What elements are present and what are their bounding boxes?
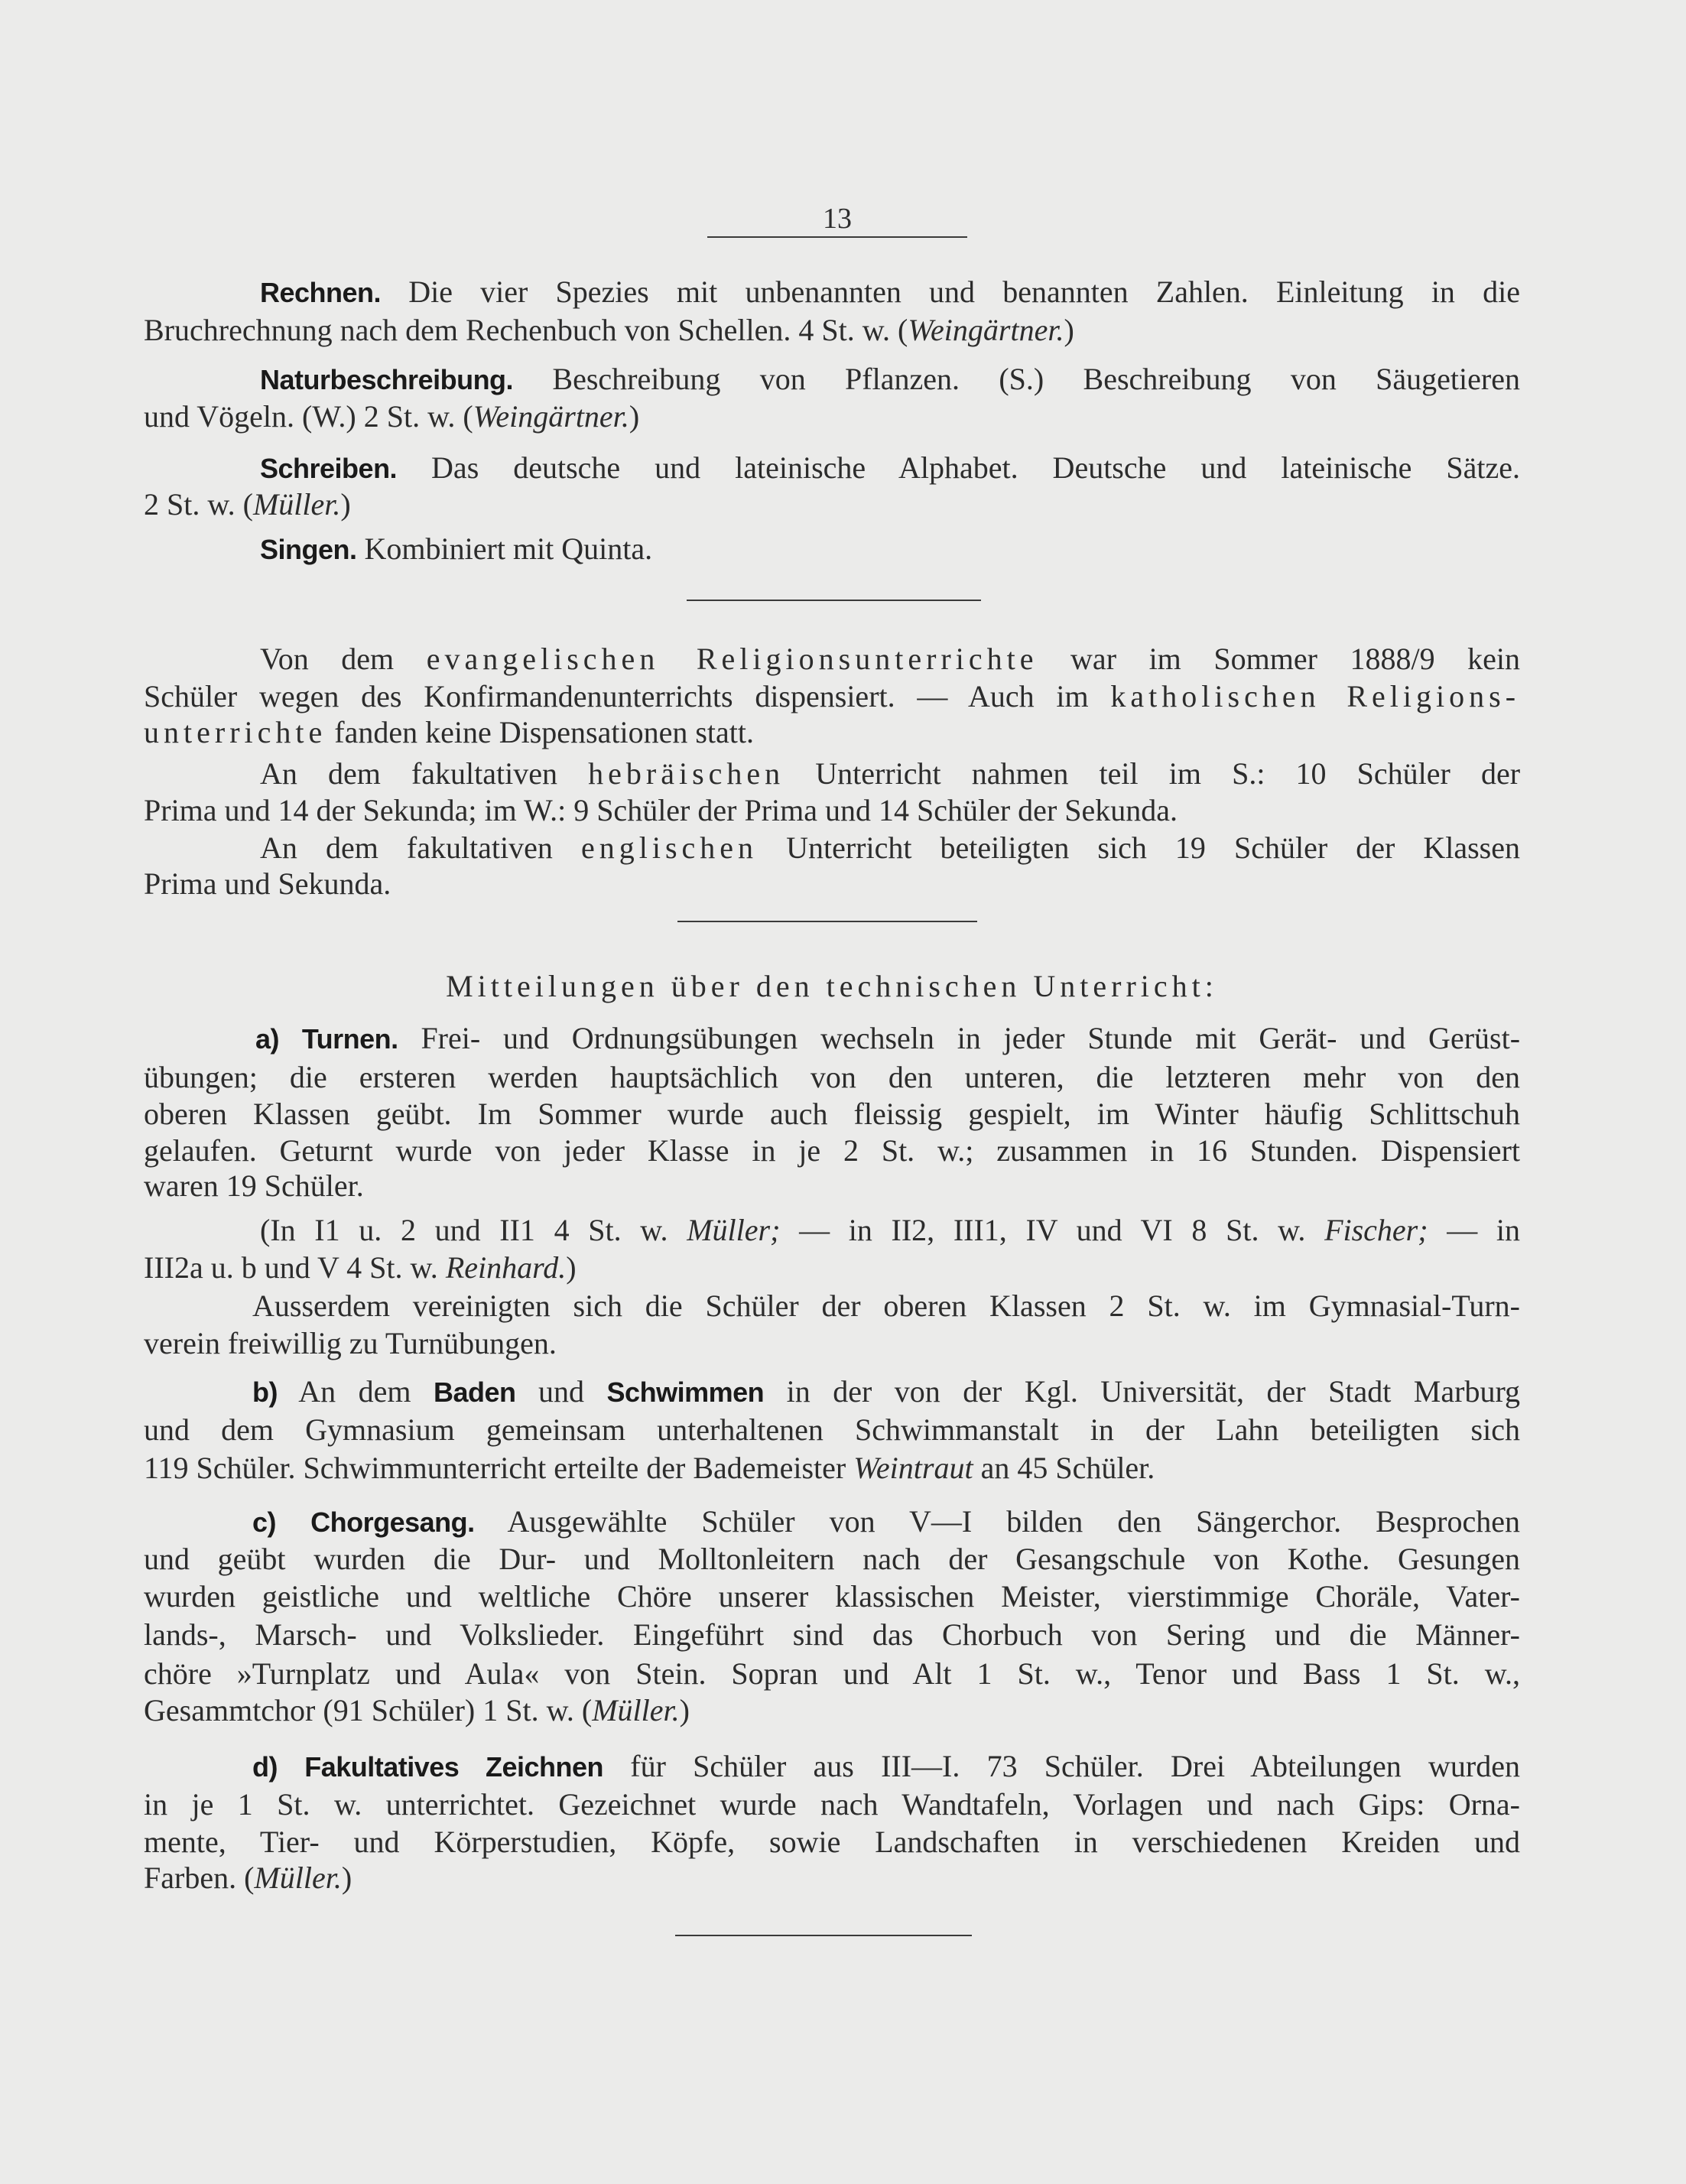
text-line: und Vögeln. (W.) 2 St. w. (Weingärtner.) (144, 399, 640, 434)
text-line: (In I1 u. 2 und II1 4 St. w. Müller; — in II2, III1, IV und VI 8 St. w. Fischer; — in (260, 1213, 1521, 1247)
divider (675, 1935, 972, 1936)
text-line: verein freiwillig zu Turnübungen. (144, 1326, 557, 1360)
text-line: Gesammtchor (91 Schüler) 1 St. w. (Müller.) (144, 1693, 690, 1727)
text-line: c) Chorgesang. Ausgewählte Schüler von V—I bilden den Sängerchor. Besprochen (252, 1504, 1521, 1539)
text-line: An dem fakultativen hebräischen Unterricht nahmen teil im S.: 10 Schüler der (260, 756, 1521, 791)
text-line: Naturbeschreibung. Beschreibung von Pflanzen. (S.) Beschreibung von Säugetieren (260, 362, 1520, 396)
text-line: in je 1 St. w. unterrichtet. Gezeichnet wurde nach Wandtafeln, Vorlagen und nach Gips: Orna- (144, 1787, 1520, 1822)
text-line: Farben. (Müller.) (144, 1861, 352, 1895)
heading-naturbeschreibung: Naturbeschreibung. (260, 364, 514, 395)
text-line: Prima und 14 der Sekunda; im W.: 9 Schüler der Prima und 14 Schüler der Sekunda. (144, 793, 1178, 827)
heading-schreiben: Schreiben. (260, 453, 398, 484)
text-line: gelaufen. Geturnt wurde von jeder Klasse in je 2 St. w.; zusammen in 16 Stunden. Dispensiert (144, 1133, 1520, 1168)
text-line: Singen. Kombiniert mit Quinta. (260, 531, 653, 566)
text-line: b) An dem Baden und Schwimmen in der von der Kgl. Universität, der Stadt Marburg (252, 1374, 1521, 1409)
text-line: wurden geistliche und weltliche Chöre unserer klassischen Meister, vierstimmige Choräle, Vater- (144, 1579, 1520, 1614)
divider (677, 921, 977, 922)
divider (687, 600, 981, 601)
text-line: und geübt wurden die Dur- und Molltonleitern nach der Gesangschule von Kothe. Gesungen (144, 1542, 1520, 1576)
text-line: lands-, Marsch- und Volkslieder. Eingeführt sind das Chorbuch von Sering und die Männer- (144, 1617, 1520, 1652)
text-line: An dem fakultativen englischen Unterricht beteiligten sich 19 Schüler der Klassen (260, 830, 1521, 865)
page-number: 13 (707, 201, 967, 238)
text-line: III2a u. b und V 4 St. w. Reinhard.) (144, 1250, 577, 1285)
text-line: Bruchrechnung nach dem Rechenbuch von Schellen. 4 St. w. (Weingärtner.) (144, 313, 1074, 347)
text-line: unterrichte fanden keine Dispensationen statt. (144, 715, 754, 749)
text-line: 2 St. w. (Müller.) (144, 487, 351, 522)
section-heading: Mitteilungen über den technischen Unterricht: (446, 969, 1218, 1003)
text-line: Von dem evangelischen Religionsunterrichte war im Sommer 1888/9 kein (260, 642, 1521, 676)
text-line: Schreiben. Das deutsche und lateinische Alphabet. Deutsche und lateinische Sätze. (260, 450, 1520, 485)
text-line: Schüler wegen des Konfirmandenunterrichts dispensiert. — Auch im katholischen Religions- (144, 679, 1521, 713)
text-line: chöre »Turnplatz und Aula« von Stein. Sopran und Alt 1 St. w., Tenor und Bass 1 St. w., (144, 1656, 1520, 1691)
heading-turnen: Turnen. (301, 1023, 398, 1055)
text-line: übungen; die ersteren werden hauptsächlich von den unteren, die letzteren mehr von den (144, 1060, 1520, 1094)
text-line: Prima und Sekunda. (144, 866, 391, 901)
heading-rechnen: Rechnen. (260, 277, 382, 308)
text-line: oberen Klassen geübt. Im Sommer wurde auch fleissig gespielt, im Winter häufig Schlittschuh (144, 1097, 1520, 1131)
heading-singen: Singen. (260, 534, 357, 565)
text-line: d) Fakultatives Zeichnen für Schüler aus III—I. 73 Schüler. Drei Abteilungen wurden (252, 1749, 1520, 1783)
heading-schwimmen: Schwimmen (606, 1376, 765, 1408)
text-line: 119 Schüler. Schwimmunterricht erteilte der Bademeister Weintraut an 45 Schüler. (144, 1451, 1155, 1485)
heading-chorgesang: Chorgesang. (310, 1506, 475, 1538)
heading-baden: Baden (434, 1376, 516, 1408)
heading-zeichnen: Fakultatives Zeichnen (304, 1751, 604, 1783)
text-line: Ausserdem vereinigten sich die Schüler der oberen Klassen 2 St. w. im Gymnasial-Turn- (252, 1289, 1520, 1323)
text-line: a) Turnen. Frei- und Ordnungsübungen wechseln in jeder Stunde mit Gerät- und Gerüst- (255, 1021, 1521, 1055)
text-line: Rechnen. Die vier Spezies mit unbenannten und benannten Zahlen. Einleitung in die (260, 275, 1520, 309)
text-line: mente, Tier- und Körperstudien, Köpfe, sowie Landschaften in verschiedenen Kreiden und (144, 1825, 1520, 1859)
text-line: und dem Gymnasium gemeinsam unterhaltenen Schwimmanstalt in der Lahn beteiligten sich (144, 1412, 1520, 1447)
text-line: waren 19 Schüler. (144, 1168, 364, 1203)
